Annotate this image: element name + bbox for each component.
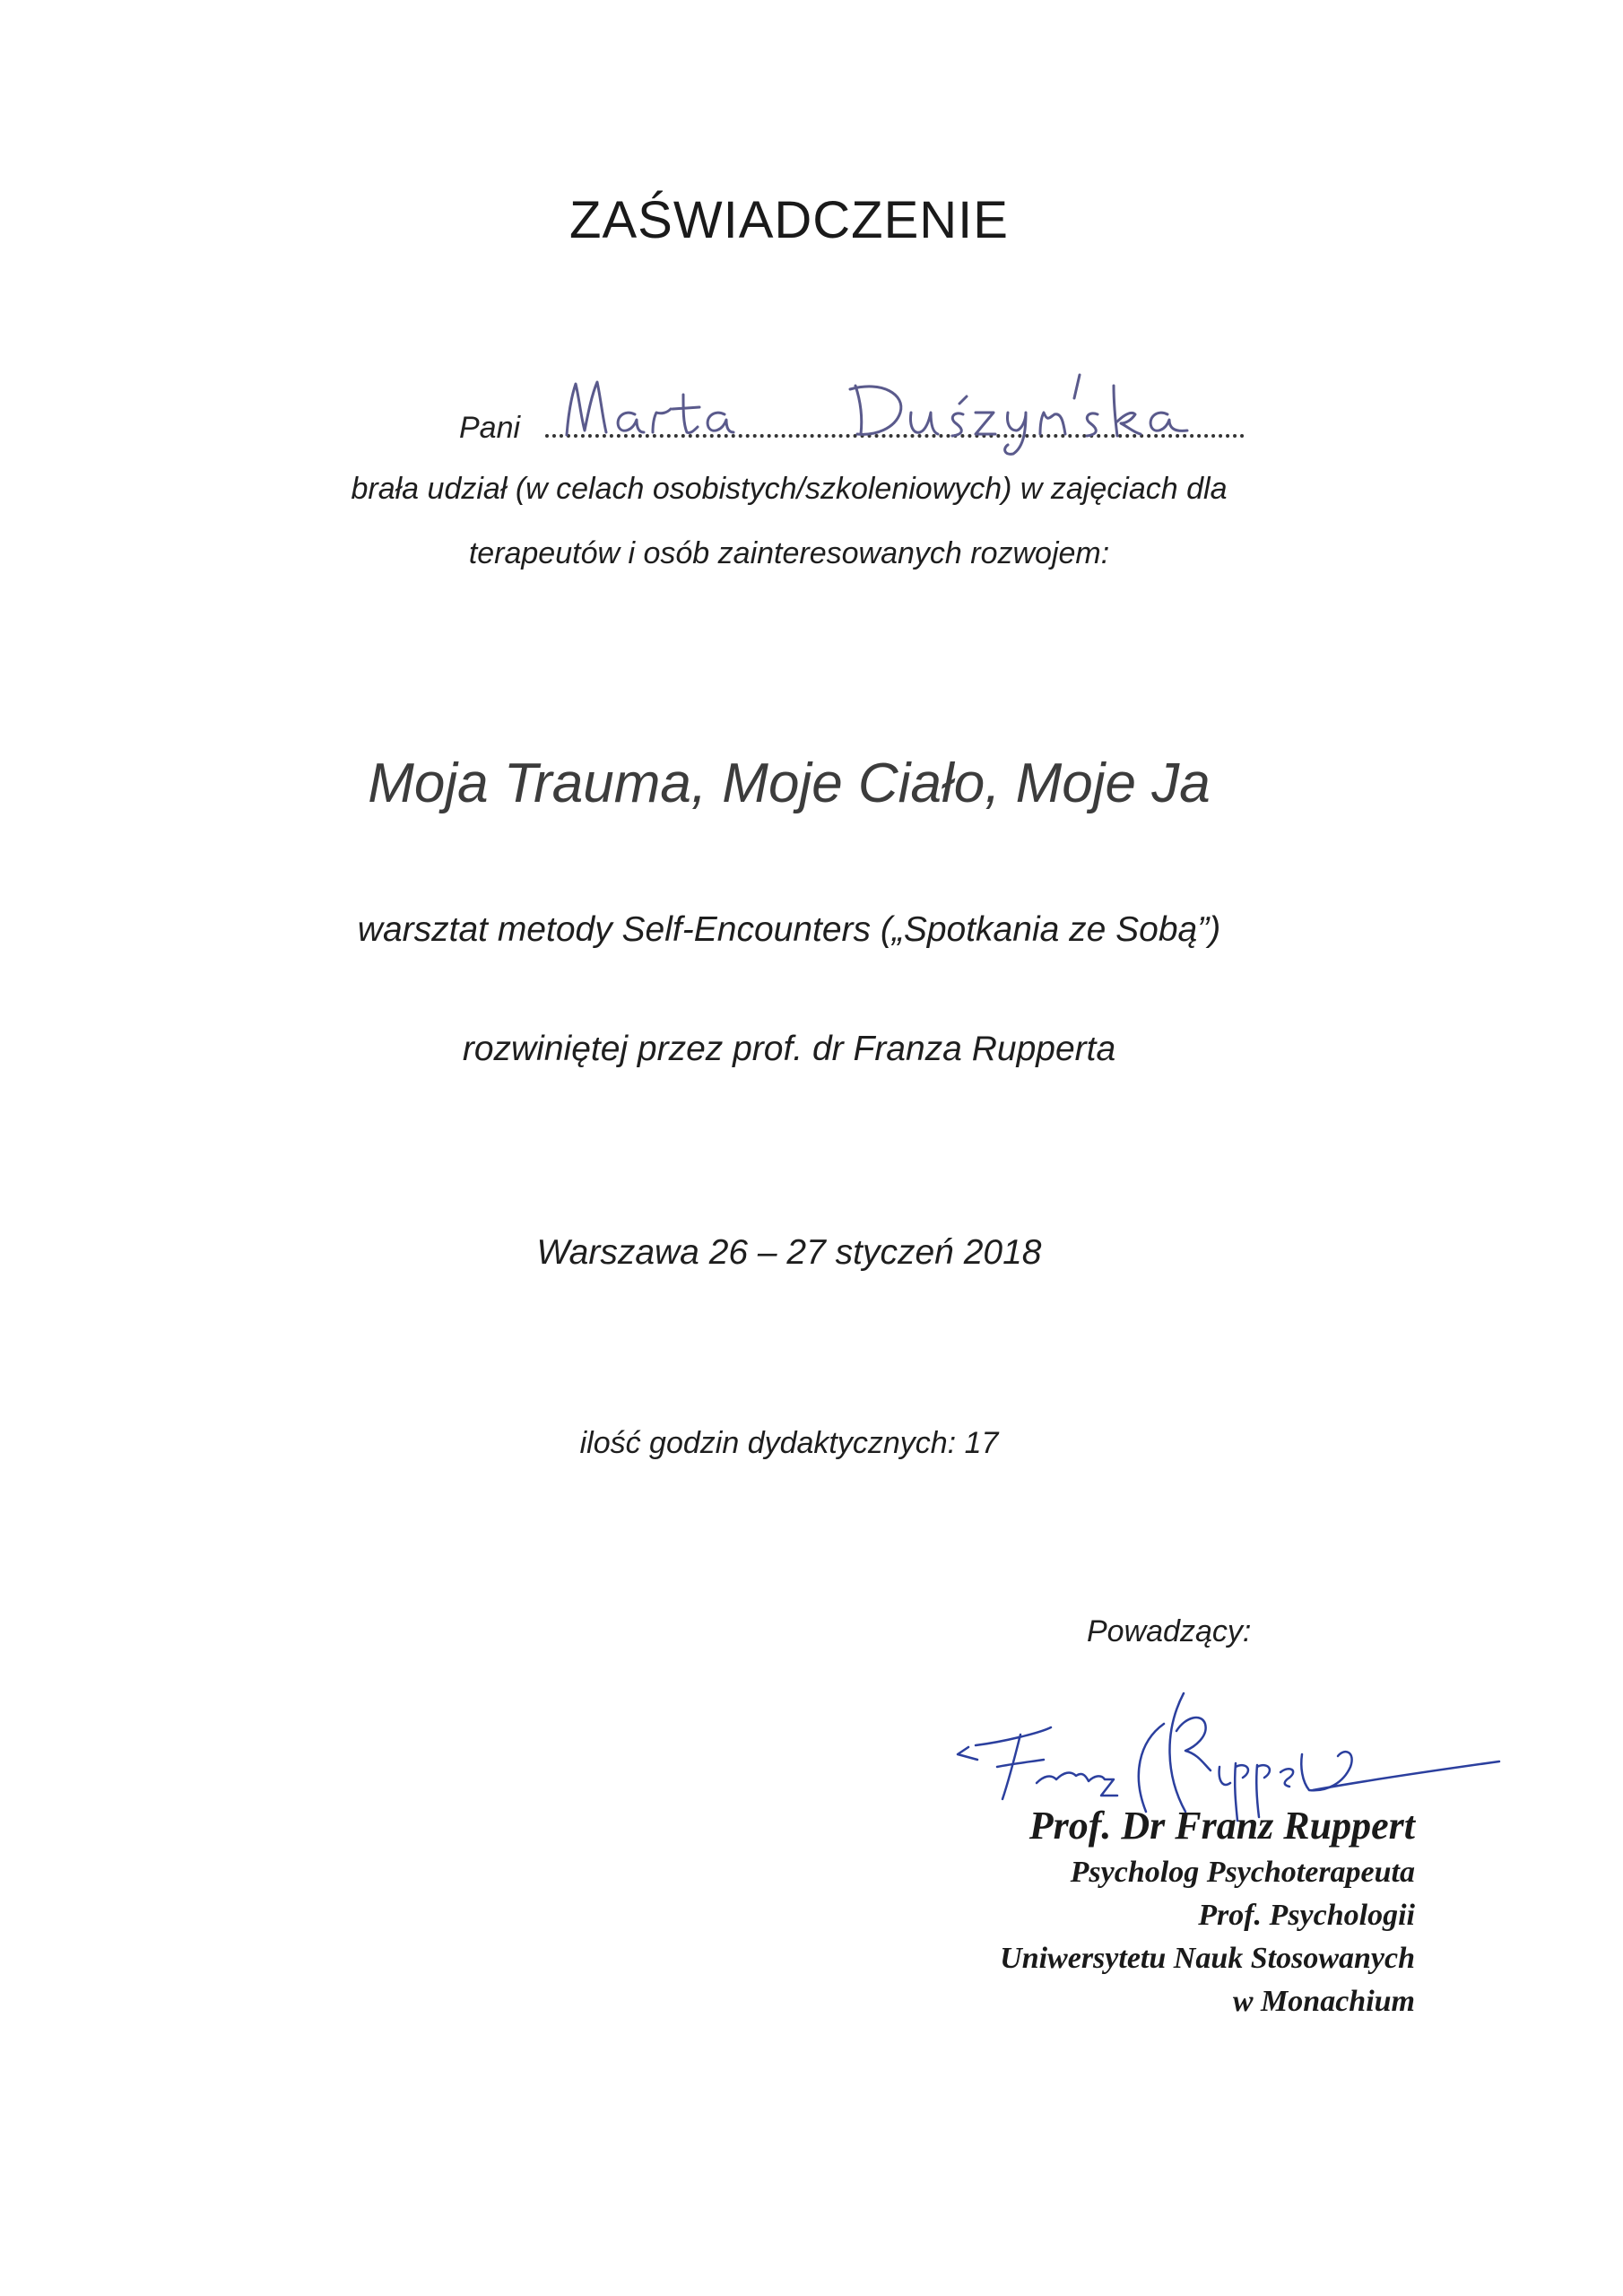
stamp-line-3: Uniwersytetu Nauk Stosowanych <box>1000 1942 1415 1975</box>
recipient-label: Pani <box>459 411 521 445</box>
workshop-title: Moja Trauma, Moje Ciało, Moje Ja <box>368 752 1211 814</box>
leader-label: Powadzący: <box>1087 1614 1252 1648</box>
stamp-name: Prof. Dr Franz Ruppert <box>1028 1804 1415 1848</box>
signatory-stamp <box>1000 1801 1415 2023</box>
method-line-1: warsztat metody Self-Encounters („Spotkania ze Sobą”) <box>357 910 1221 949</box>
stamp-line-4: w Monachium <box>1232 1985 1415 2018</box>
recipient-line <box>459 359 1320 457</box>
stamp-line-1: Psycholog Psychoterapeuta <box>1070 1856 1415 1889</box>
stamp-line-2: Prof. Psychologii <box>1198 1899 1415 1932</box>
intro-line-2: terapeutów i osób zainteresowanych rozwojem: <box>468 536 1110 570</box>
teaching-hours: ilość godzin dydaktycznych: 17 <box>579 1426 999 1460</box>
intro-line-1: brała udział (w celach osobistych/szkoleniowych) w zajęciach dla <box>351 472 1228 506</box>
method-line-2: rozwiniętej przez prof. dr Franza Rupperta <box>462 1030 1116 1068</box>
recipient-handwritten-name <box>549 359 1302 457</box>
place-and-date: Warszawa 26 – 27 styczeń 2018 <box>536 1233 1042 1272</box>
certificate-title: ZAŚWIADCZENIE <box>569 191 1009 249</box>
